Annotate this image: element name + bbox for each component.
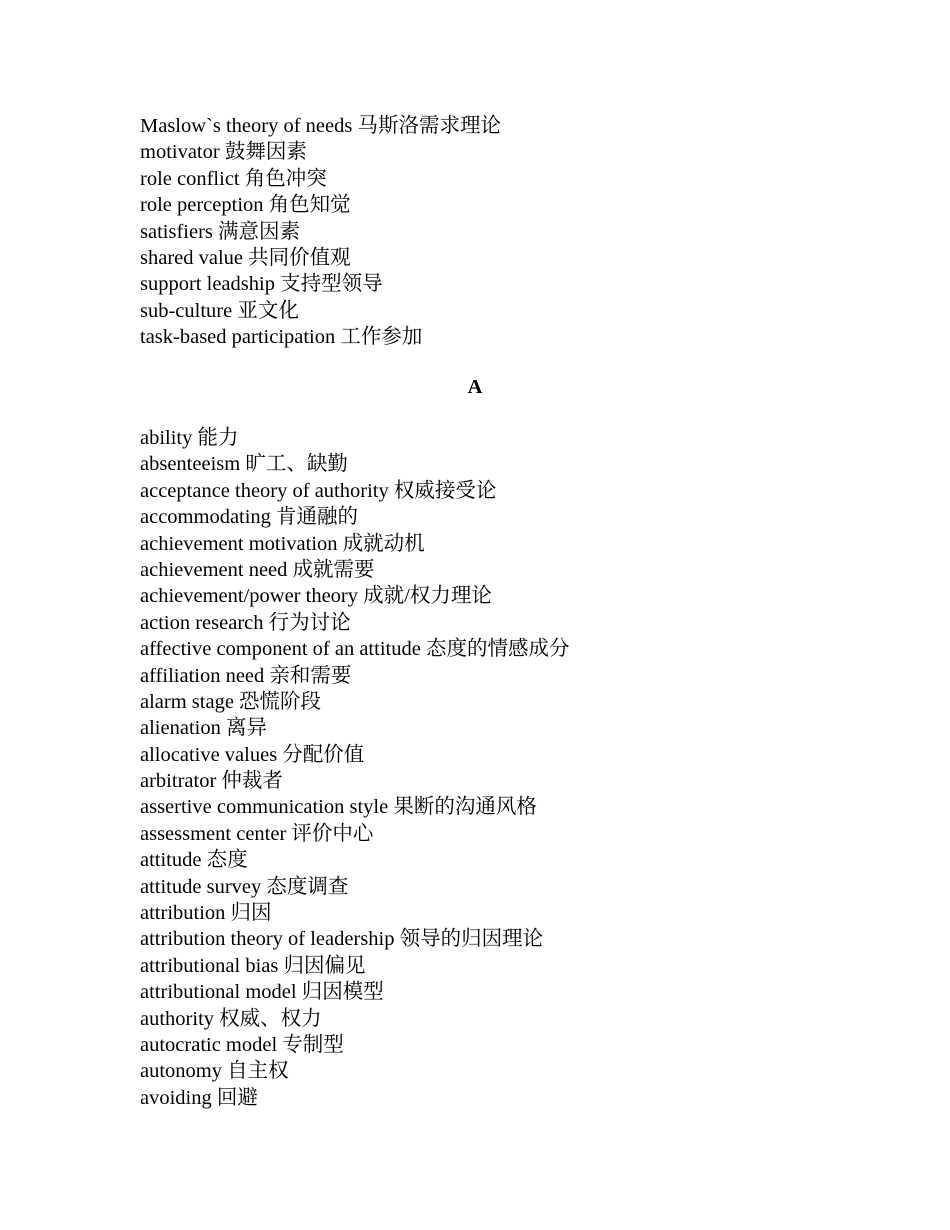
glossary-entry: attribution 归因 <box>140 902 272 925</box>
glossary-entry: authority 权威、权力 <box>140 1007 322 1030</box>
glossary-entry: attitude survey 态度调查 <box>140 875 349 898</box>
glossary-entry: shared value 共同价值观 <box>140 246 351 269</box>
glossary-entry: ability 能力 <box>140 427 239 449</box>
glossary-entry: task-based participation 工作参加 <box>140 326 423 349</box>
glossary-entry: attributional bias 归因偏见 <box>140 954 366 977</box>
glossary-entry: action research 行为讨论 <box>140 611 351 634</box>
glossary-entry: accommodating 肯通融的 <box>140 506 359 529</box>
glossary-entry: alarm stage 恐慌阶段 <box>140 690 322 713</box>
glossary-entry: Maslow`s theory of needs 马斯洛需求理论 <box>140 115 501 137</box>
section-heading-a: A <box>467 376 483 398</box>
glossary-entry: role perception 角色知觉 <box>140 194 351 217</box>
glossary-entry: autocratic model 专制型 <box>140 1033 344 1056</box>
glossary-entry: acceptance theory of authority 权威接受论 <box>140 479 497 502</box>
glossary-entry: sub-culture 亚文化 <box>140 299 299 322</box>
glossary-list-continued <box>140 113 840 351</box>
glossary-entry: role conflict 角色冲突 <box>140 167 327 190</box>
glossary-entry: assertive communication style 果断的沟通风格 <box>140 796 537 819</box>
glossary-entry: arbitrator 仲裁者 <box>140 770 283 793</box>
glossary-entry: achievement motivation 成就动机 <box>140 532 425 555</box>
glossary-entry: alienation 离异 <box>140 717 267 740</box>
glossary-entry: affective component of an attitude 态度的情感成分 <box>140 638 570 661</box>
glossary-entry: achievement need 成就需要 <box>140 558 375 581</box>
glossary-entry: assessment center 评价中心 <box>140 822 374 845</box>
glossary-entry: support leadship 支持型领导 <box>140 273 383 296</box>
glossary-entry: affiliation need 亲和需要 <box>140 664 352 687</box>
glossary-entry: satisfiers 满意因素 <box>140 220 300 243</box>
glossary-entry: attribution theory of leadership 领导的归因理论 <box>140 928 544 951</box>
glossary-entry: attributional model 归因模型 <box>140 981 384 1004</box>
glossary-entry: autonomy 自主权 <box>140 1060 289 1083</box>
glossary-list-a <box>140 425 840 1111</box>
glossary-entry: avoiding 回避 <box>140 1086 258 1109</box>
glossary-entry: attitude 态度 <box>140 849 248 872</box>
glossary-entry: allocative values 分配价值 <box>140 743 365 766</box>
glossary-entry: achievement/power theory 成就/权力理论 <box>140 585 492 608</box>
glossary-entry: motivator 鼓舞因素 <box>140 141 307 164</box>
glossary-entry: absenteeism 旷工、缺勤 <box>140 453 348 476</box>
